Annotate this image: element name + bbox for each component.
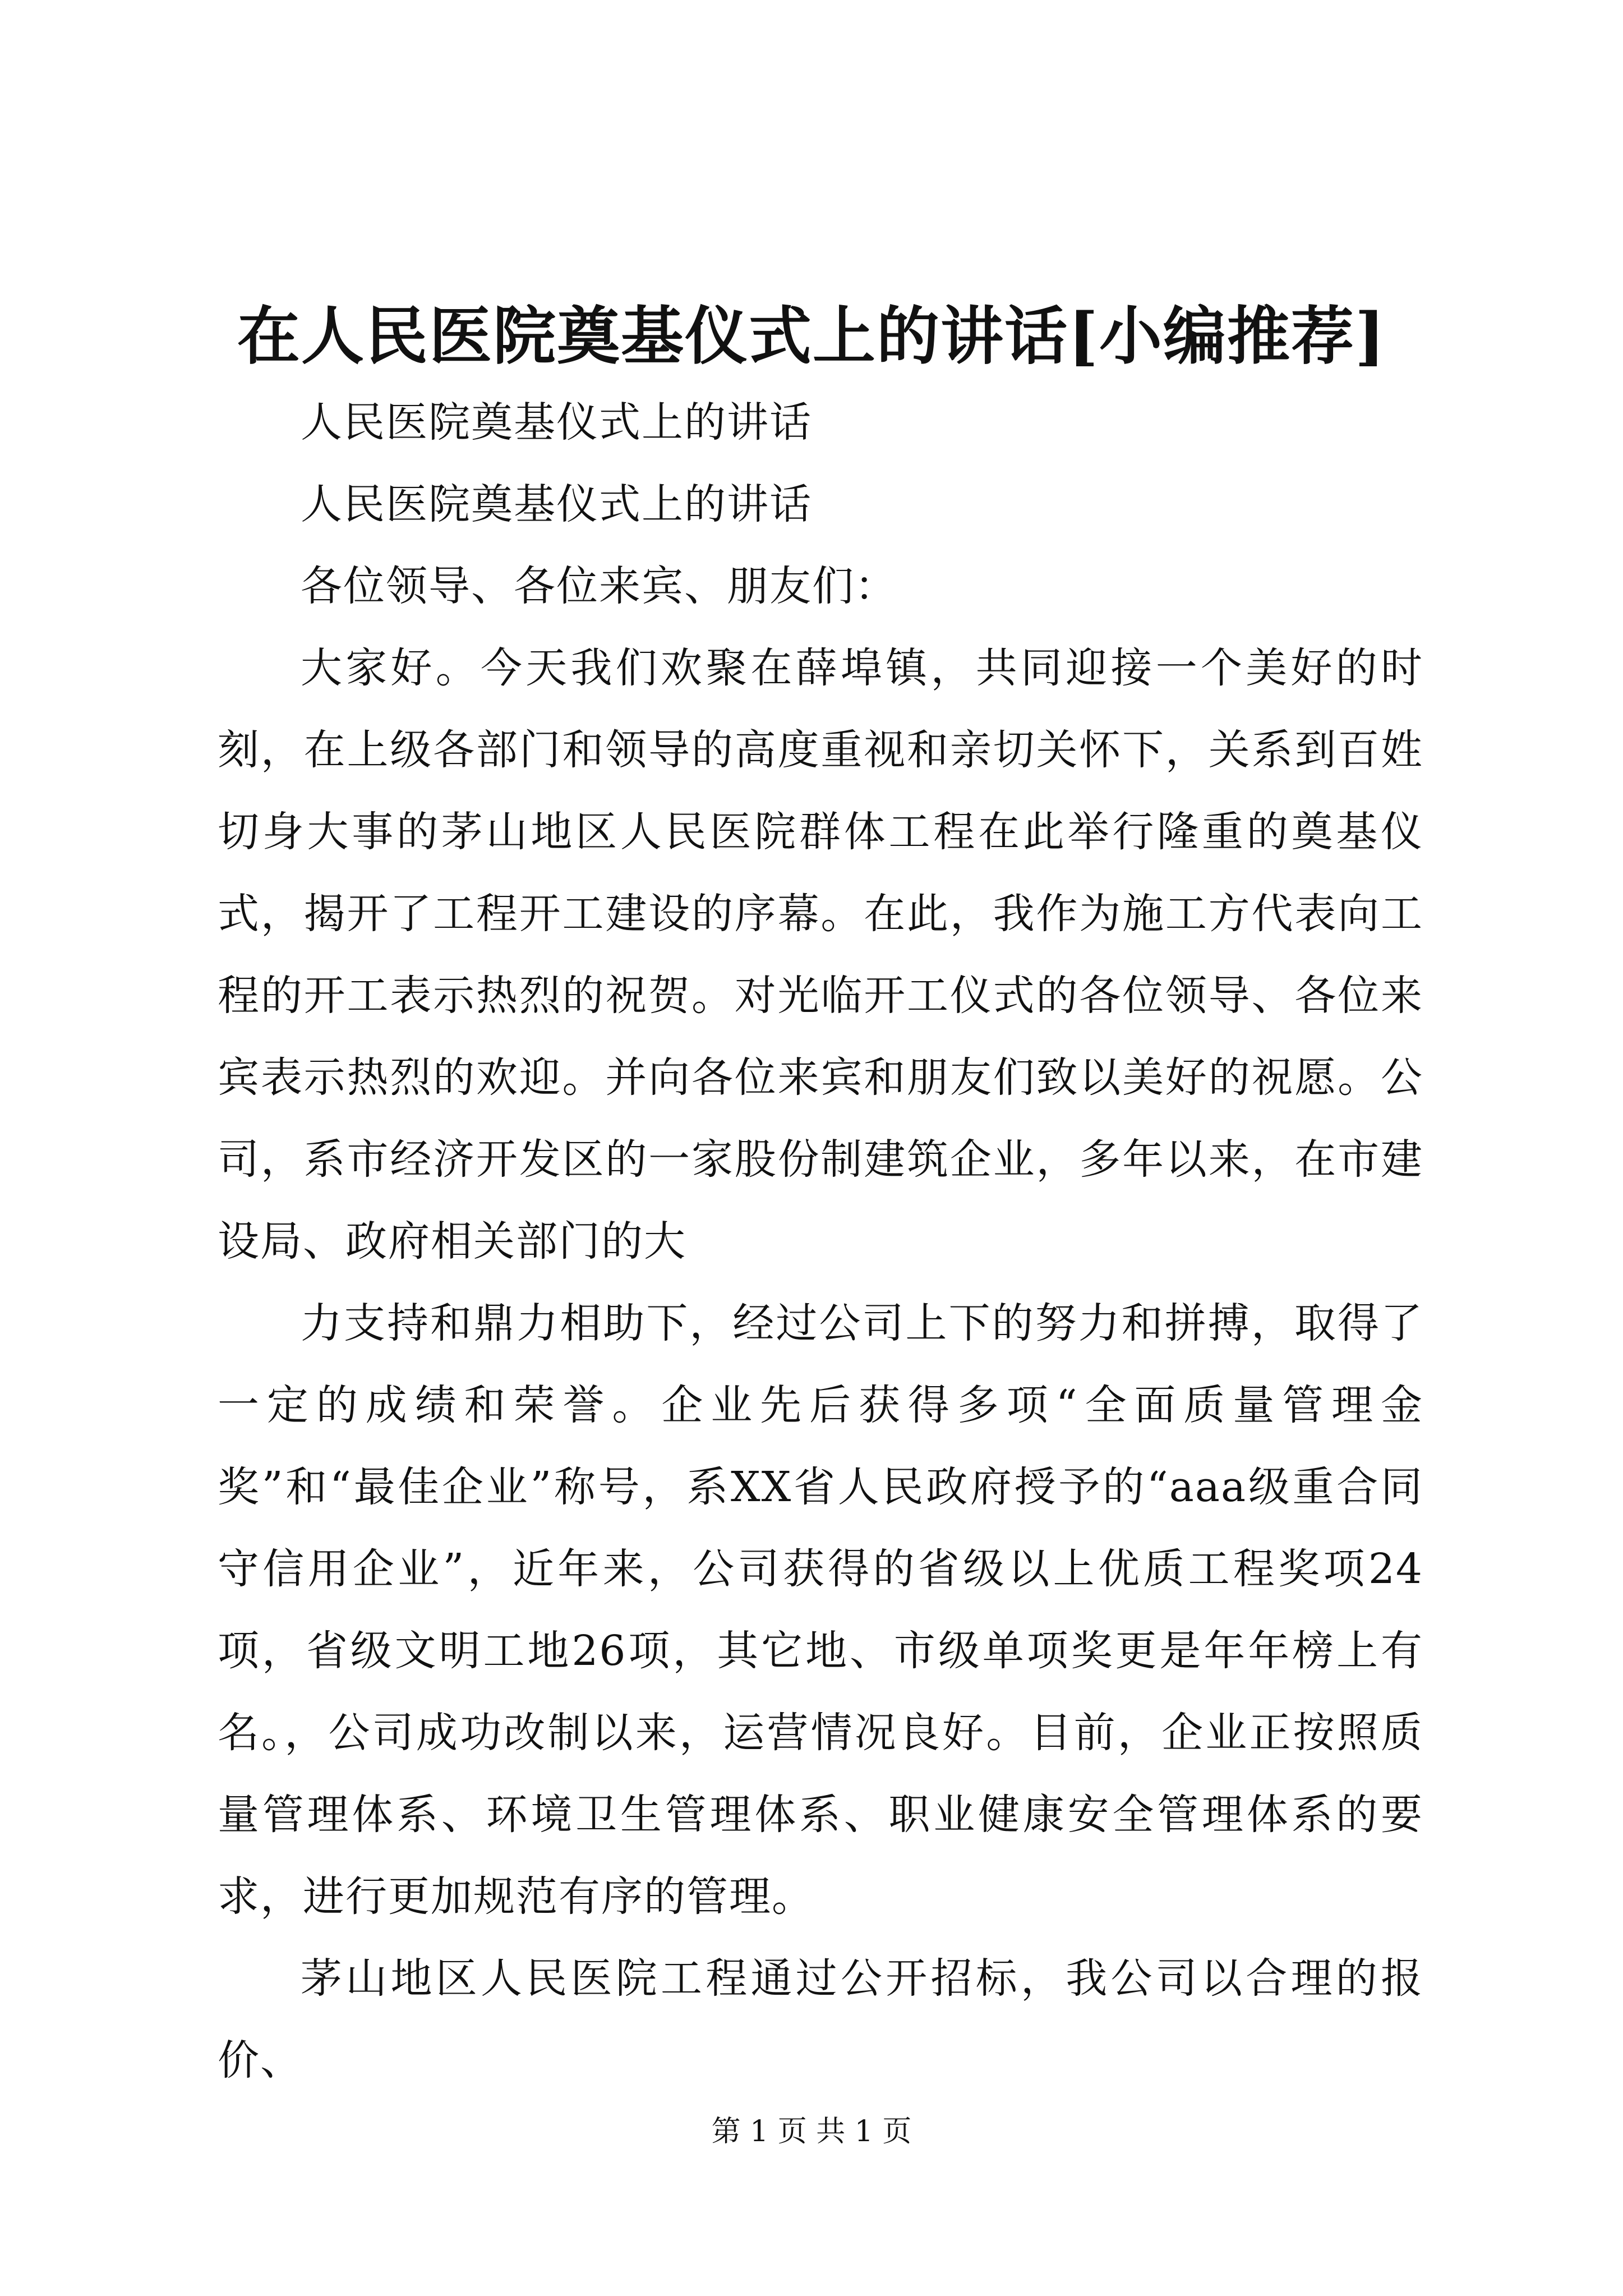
paragraph-subtitle-2: 人民医院奠基仪式上的讲话 — [301, 480, 812, 528]
document-title: 在人民医院奠基仪式上的讲话[小编推荐] — [237, 300, 1386, 373]
page-footer: 第 1 页 共 1 页 — [711, 2115, 912, 2148]
document-body — [218, 381, 1423, 2101]
paragraph-subtitle-1: 人民医院奠基仪式上的讲话 — [301, 398, 812, 447]
paragraph-body-3: 茅山地区人民医院工程通过公开招标，我公司以合理的报价、 — [218, 1954, 1423, 2085]
paragraph-body-2: 力支持和鼎力相助下，经过公司上下的努力和拼搏，取得了一定的成绩和荣誉。企业先后获得多项“全面质量管理金奖”和“最佳企业”称号，系XX省人民政府授予的“aaa级重合同守信用企业”，近年来，公司获得的省级以上优质工程奖项24项，省级文明工地26项，其它地、市级单项奖更是年年榜上有名。，公司成功改制以来，运营情况良好。目前，企业正按照质量管理体系、环境卫生管理体系、职业健康安全管理体系的要求，进行更加规范有序的管理。 — [218, 1299, 1423, 1921]
paragraph-salutation: 各位领导、各位来宾、朋友们： — [301, 562, 897, 610]
paragraph-body-1: 大家好。今天我们欢聚在薛埠镇，共同迎接一个美好的时刻，在上级各部门和领导的高度重视和亲切关怀下，关系到百姓切身大事的茅山地区人民医院群体工程在此举行隆重的奠基仪式，揭开了工程开工建设的序幕。在此，我作为施工方代表向工程的开工表示热烈的祝贺。对光临开工仪式的各位领导、各位来宾表示热烈的欢迎。并向各位来宾和朋友们致以美好的祝愿。公司，系市经济开发区的一家股份制建筑企业，多年以来，在市建设局、政府相关部门的大 — [218, 644, 1423, 1266]
